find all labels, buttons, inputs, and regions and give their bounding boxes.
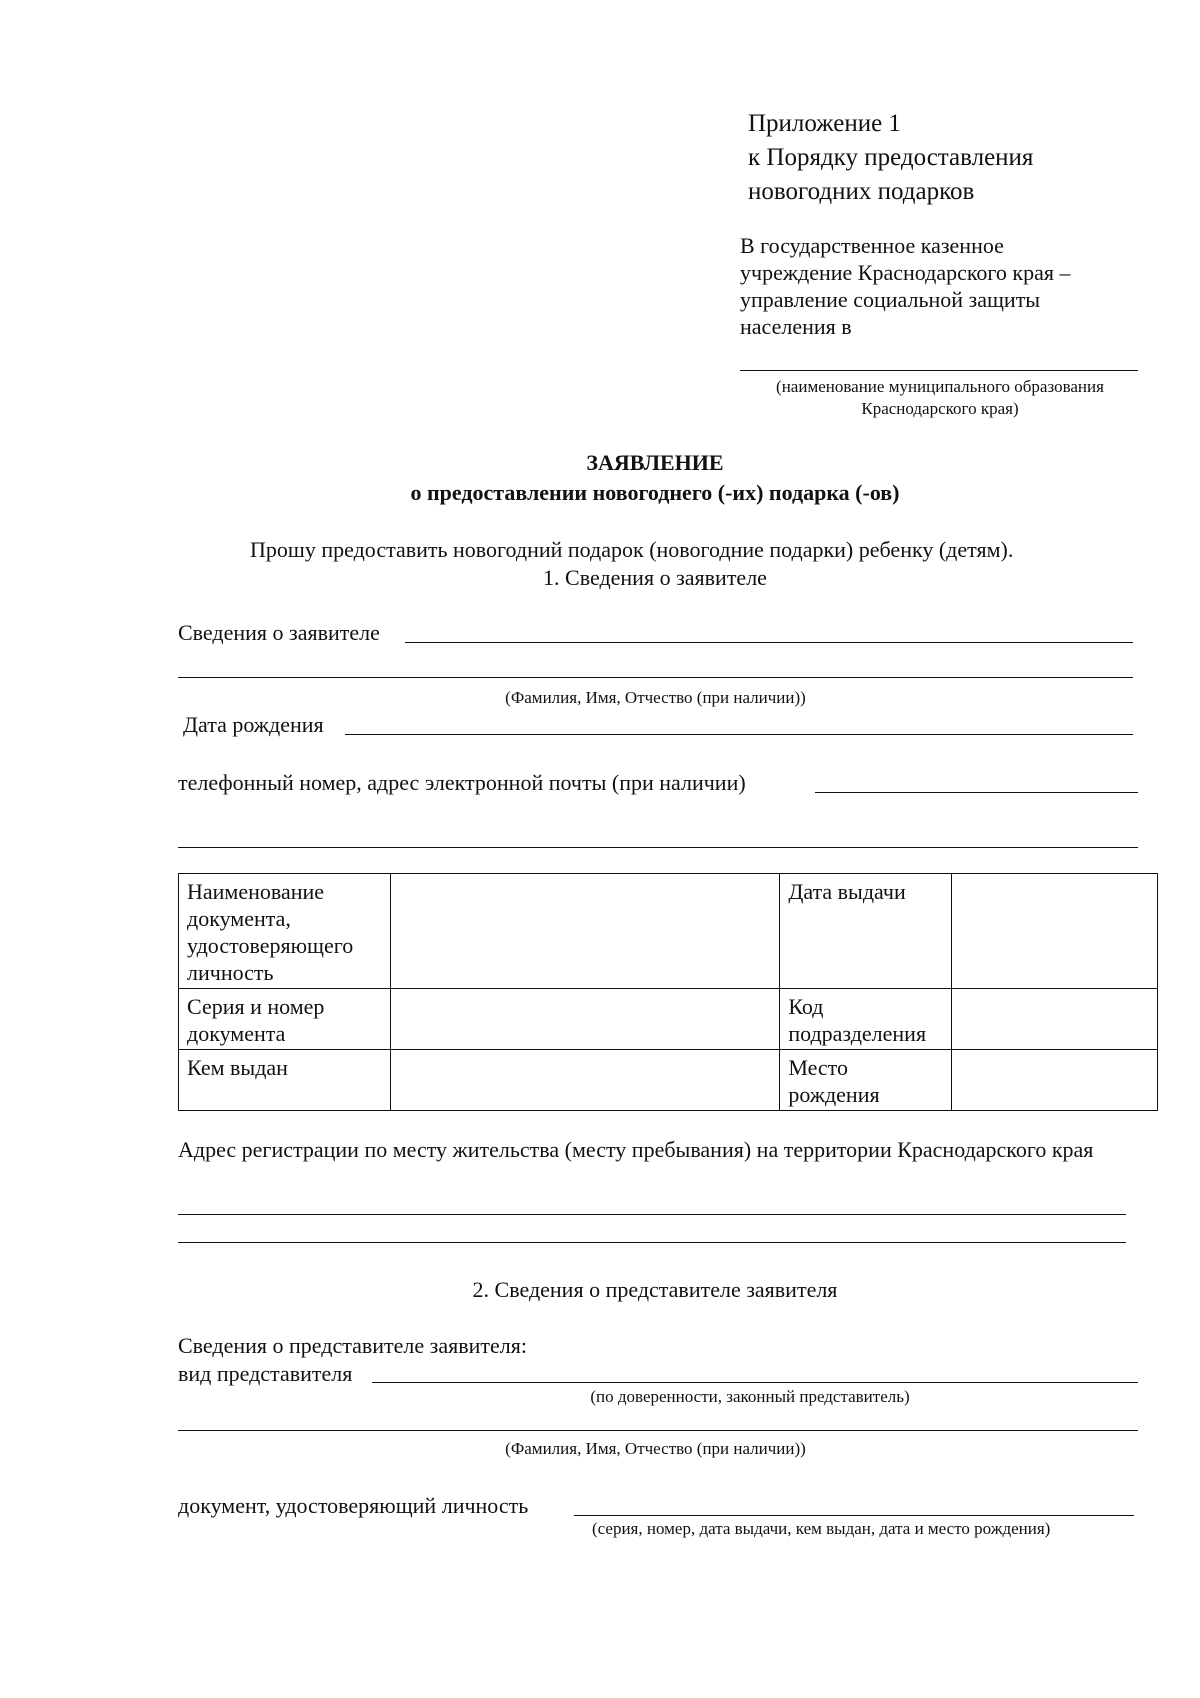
representative-intro: Сведения о представителе заявителя: — [178, 1333, 527, 1358]
representative-fio-hint: (Фамилия, Имя, Отчество (при наличии)) — [505, 1439, 806, 1458]
applicant-field-line-2[interactable] — [178, 677, 1133, 678]
document-title: ЗАЯВЛЕНИЕ — [586, 450, 724, 475]
applicant-field-line[interactable] — [405, 642, 1133, 643]
contact-field-line[interactable] — [815, 792, 1138, 793]
addressee-block — [740, 232, 1160, 340]
addressee-line-3: управление социальной защиты — [740, 287, 1041, 312]
birth-date-field-line[interactable] — [345, 734, 1133, 735]
contact-label: телефонный номер, адрес электронной почты (при наличии) — [178, 770, 746, 795]
series-number-cell[interactable] — [390, 989, 779, 1050]
representative-doc-label: документ, удостоверяющий личность — [178, 1493, 529, 1518]
addressee-line-1: В государственное казенное — [740, 233, 1004, 258]
municipality-hint — [730, 376, 1150, 420]
applicant-fio-hint: (Фамилия, Имя, Отчество (при наличии)) — [505, 688, 806, 707]
birth-place-label: Место рождения — [780, 1050, 952, 1111]
appendix-line-2: к Порядку предоставления — [748, 144, 1034, 171]
issue-date-label: Дата выдачи — [780, 874, 952, 989]
section-1-heading: 1. Сведения о заявителе — [543, 565, 767, 590]
appendix-line-3: новогодних подарков — [748, 178, 975, 205]
municipality-hint-line-1: (наименование муниципального образования — [776, 377, 1104, 396]
series-number-label: Серия и номер документа — [179, 989, 391, 1050]
document-subtitle: о предоставлении новогоднего (-их) подарка (-ов) — [410, 480, 900, 505]
representative-doc-hint: (серия, номер, дата выдачи, кем выдан, дата и место рождения) — [592, 1519, 1051, 1538]
address-field-line-2[interactable] — [178, 1242, 1126, 1243]
municipality-hint-line-2: Краснодарского края) — [861, 399, 1019, 418]
table-row — [179, 874, 1158, 989]
address-label: Адрес регистрации по месту жительства (месту пребывания) на территории Краснодарского края — [178, 1137, 1094, 1162]
contact-field-line-2[interactable] — [178, 847, 1138, 848]
municipality-field-line[interactable] — [740, 370, 1138, 371]
issued-by-label: Кем выдан — [179, 1050, 391, 1111]
addressee-line-4: населения в — [740, 314, 852, 339]
appendix-block — [748, 107, 1168, 209]
division-code-cell[interactable] — [952, 989, 1158, 1050]
doc-name-cell[interactable] — [390, 874, 779, 989]
birth-date-label: Дата рождения — [183, 712, 324, 737]
division-code-label: Код подразделения — [780, 989, 952, 1050]
section-2-heading: 2. Сведения о представителе заявителя — [472, 1277, 838, 1302]
applicant-label: Сведения о заявителе — [178, 620, 380, 645]
representative-kind-label: вид представителя — [178, 1361, 353, 1386]
representative-kind-field-line[interactable] — [372, 1382, 1138, 1383]
request-text: Прошу предоставить новогодний подарок (новогодние подарки) ребенку (детям). — [250, 537, 1014, 562]
addressee-line-2: учреждение Краснодарского края – — [740, 260, 1071, 285]
issued-by-cell[interactable] — [390, 1050, 779, 1111]
address-field-line[interactable] — [178, 1214, 1126, 1215]
table-row — [179, 989, 1158, 1050]
representative-kind-hint: (по доверенности, законный представитель) — [590, 1387, 910, 1406]
table-row — [179, 1050, 1158, 1111]
representative-fio-field-line[interactable] — [178, 1430, 1138, 1431]
issue-date-cell[interactable] — [952, 874, 1158, 989]
identity-document-table — [178, 873, 1158, 1111]
birth-place-cell[interactable] — [952, 1050, 1158, 1111]
doc-name-label: Наименование документа, удостоверяющего личность — [179, 874, 391, 989]
representative-doc-field-line[interactable] — [574, 1515, 1134, 1516]
appendix-line-1: Приложение 1 — [748, 110, 901, 137]
